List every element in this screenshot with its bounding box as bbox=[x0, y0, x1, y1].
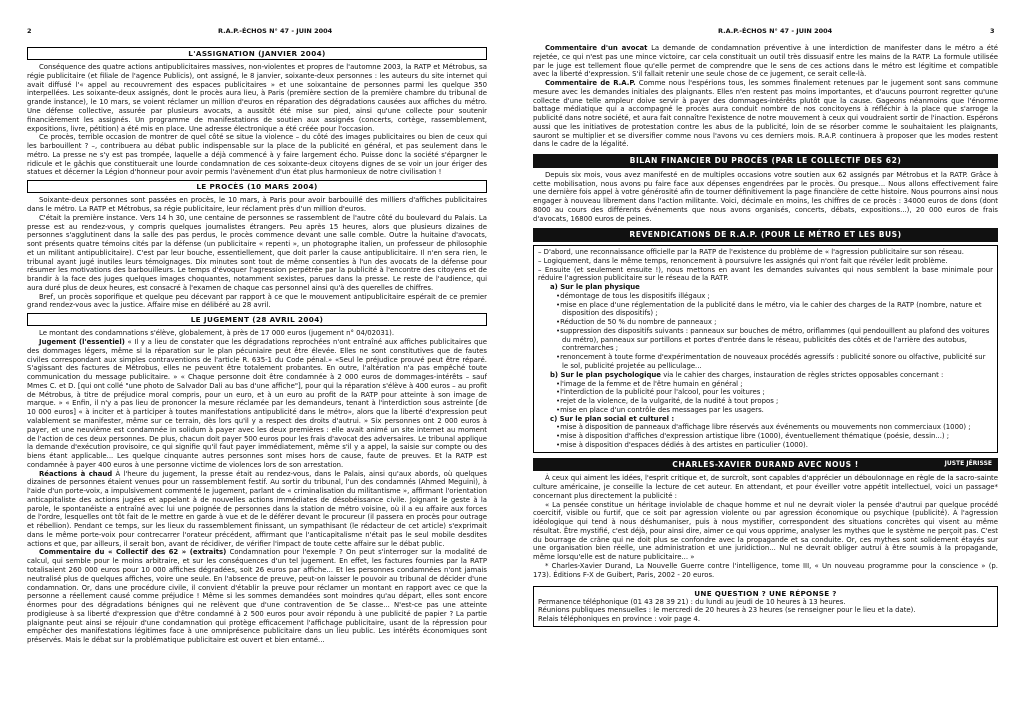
jugement-text: « Il y a lieu de constater que les dégradations reprochées n'ont entraîné aux affiches publicitaires que des dommages légers, même si la réparation sur le plan pécuniaire peut être élevée. Elles ne sont constitutives que de fautes civiles correspondant aux simples contraventions de l'article R. 635-1 du Code pénal.» «Seul le préjudice prouvé peut être réparé. S'agissant des factures de Métrobus, elles ne peuvent être totalement probantes. En outre, l'altération n'a pas empêché toute communication du message publicitaire. » « Chaque personne doit être condamnée à 2 000 euros de dommages-intérêts – sauf Mmes C. et D. [qui ont collé "une photo de Salvador Dali au bas d'une affiche"], pour qui la réparation s'élève à 400 euros – au profit de Métrobus, à titre de préjudice moral compris, pour un euro, et à un euro au profit de la RATP pour atteinte à son image de marque. » « Enfin, il n'y a pas lieu de prononcer la mesure réclamée par les demandeurs, tenant à l'interdiction sous astreinte [de 10 000 euros] « à inciter et à participer à toutes manifestations antipublicité dans le métro», alors que la liberté d'expression peut valablement se manifester, même sur ce terrain, dès lors qu'il y a respect des droits d'autrui. » Six personnes ont 2 000 euros à payer, et une neuvième est condamnée in solidum à payer avec les deux premières : elle avait animé un site internet au moment de l'action de ces deux personnes. De plus, chacun doit payer 500 euros pour les frais d'avocat des adversaires. Le tribunal applique la demande d'exécution provisoire, ce qui signifie qu'il faut payer immédiatement, même s'il y a appel, la saisie sur compte ou des biens étant applicable... Les quelque cinquante autres personnes sont mises hors de cause, faute de preuves. Et la RATP est condamnée à payer 400 euros à une personne victime de violences lors de son arrestation. bbox=[27, 338, 487, 469]
revendications-box bbox=[533, 245, 998, 453]
collectif-lead: Commentaire du « Collectif des 62 » (extraits) bbox=[39, 548, 227, 557]
revendications-title: REVENDICATIONS DE R.A.P. (POUR LE MÉTRO ET LES BUS) bbox=[533, 228, 998, 242]
jugement-title: LE JUGEMENT (28 AVRIL 2004) bbox=[27, 313, 487, 326]
jugement-paragraph-1: Le montant des condamnations s'élève, globalement, à près de 17 000 euros (jugement n° 04/02031). bbox=[39, 329, 395, 338]
reactions-text: À l'heure du jugement, la presse était au rendez-vous, dans le Palais, ainsi qu'aux abords, où quelques dizaines de personnes étaient venues pour un rassemblement festif. Au sortir du tribunal, l'un des condamnés (Ahmed Meguini), à l'aide d'un porte-voix, a impulsivement commenté le jugement, parlant de « criminalisation du militantisme », affirmant l'orientation anticapitaliste des actions jugées et appelant à de nouvelles actions immédiates de désobéissance civile. Joignant le geste à la parole, le spontanéiste a entraîné avec lui une poignée de personnes dans la station de métro voisine, où il a eu affaire aux forces de l'ordre, lesquelles ont tôt fait de le mettre en garde à vue et de le déférer devant le procureur (il passera en procès pour outrage et rébellion). Pendant ce temps, sur les lieux du rassemblement finissant, un sympathisant (le rédacteur de cet article) s'exprimait dans le même porte-voix pour contrecarrer l'orateur précédent, affirmant que l'anticapitalisme n'était pas le seul mobile desdites actions et que, par ailleurs, il serait bon, avant de récidiver, de vérifier l'impact de toute cette affaire sur le débat public. bbox=[27, 469, 487, 548]
revendication-2: – Logiquement, dans le même temps, renoncement à poursuivre les assignés qui n'ont fait que révéler ledit problème. bbox=[538, 256, 948, 265]
rap-paragraph bbox=[533, 79, 998, 149]
list-item: •Réduction de 50 % du nombre de panneaux ; bbox=[556, 318, 717, 327]
physique-list bbox=[538, 292, 993, 371]
assignation-title: L'ASSIGNATION (JANVIER 2004) bbox=[27, 47, 487, 60]
proces-paragraph-3: Bref, un procès soporifique et quelque peu décevant par rapport à ce que le mouvement antipublicitaire espérait de ce premier grand rendez-vous avec la justice. Affaire mise en délibéré au 28 avril. bbox=[27, 292, 487, 310]
bilan-title: BILAN FINANCIER DU PROCÈS (PAR LE COLLECTIF DES 62) bbox=[533, 154, 998, 168]
assignation-paragraph-2: Ce procès, terrible occasion de montrer de quel côté se situe la violence – du côté des images publicitaires ou bien de ceux qui les barbouillent ? –, contribuera au débat public indispensable sur la place de la publicité en général, et pas seulement dans le métro. La presse ne s'y est pas trompée, laquelle a déjà commencé à y faire largement écho. Puisse donc la société s'épargner le ridicule et le gâchis que constituerait une lourde condamnation de ces soixante-deux citoyens dignes de se voir un jour ériger des statues et décerner la Légion d'honneur pour avoir permis l'avènement d'un état plus harmonieux de notre civilisation ! bbox=[27, 133, 487, 177]
avocat-paragraph bbox=[533, 44, 998, 79]
rap-text: Comme nous l'espérions tous, les sommes finalement retenues par le jugement sont sans commune mesure avec les demandes initiales des plaignants. Elles n'en restent pas moins importantes, et d'aucuns pourront regretter qu'une collecte d'une telle ampleur doive servir à payer des dommages-intérêts plutôt que la cause. Gageons néanmoins que l'énorme battage médiatique qui a accompagné le procès aura conduit nombre de nos concitoyens à réfléchir à la place que s'arroge la publicité dans notre société, et aura fait connaître l'existence de notre mouvement à ceux qui voudraient sortir de l'inaction. Espérons aussi que les initiatives de protestation contre les abus de la publicité, loin de se résorber comme le souhaitaient les plaignants, sauront se multiplier et se diversifier comme nous l'avons vu ces derniers mois. R.A.P. continuera à proposer que les modes restent dans le cadre de la légalité. bbox=[533, 79, 998, 149]
avocat-lead: Commentaire d'un avocat bbox=[545, 44, 648, 52]
list-item: •suppression des dispositifs suivants : panneaux sur bouches de métro, oriflammes (qui pendouillent au plafond des voitures du métro), panneaux sur portillons et portes d'entrée dans le réseau, publicités des côtés et de l'arrière des autobus, contremarches ; bbox=[556, 326, 990, 353]
psychologique-line bbox=[538, 371, 993, 380]
revendication-3: – Ensuite (et seulement ensuite !), nous mettons en avant les demandes suivantes qui nous semblent la base minimale pour réduire l'agression publicitaire sur le réseau de la RATP. bbox=[538, 265, 993, 283]
list-item: •mise à disposition de panneaux d'affichage libre réservés aux événements ou mouvements non commerciaux (1000) ; bbox=[556, 423, 971, 432]
list-item: •mise en place d'une réglementation de la publicité dans le métro, via le cahier des charges de la RATP (nombre, nature et disposition des dispositifs) ; bbox=[556, 300, 982, 318]
question-line-2: Réunions publiques mensuelles : le mercredi de 20 heures à 23 heures (se renseigner pour le lieu et la date). bbox=[538, 606, 916, 615]
bilan-text: Depuis six mois, vous avez manifesté en de multiples occasions votre soutien aux 62 assignés par Métrobus et la RATP. Grâce à cette mobilisation, nous avons pu faire face aux dépenses engendrées par le procès. Ou presque... Nous allons effectivement faire une dernière fois appel à votre générosité afin de tourner définitivement la page financière de cette histoire. Nous pourrons ainsi nous engager à nouveau librement dans l'action militante. Voici, décimale en moins, les chiffres de ce procès : 34000 euros de dons (dont 8000 au cours des différents événements que nous avons organisés, concerts, débats, expositions...), 20 000 euros de frais d'avocats, 16800 euros de peines. bbox=[533, 170, 998, 223]
running-title-right: R.A.P.-ÉCHOS N° 47 - JUIN 2004 bbox=[718, 27, 833, 35]
psychologique-heading: b) Sur le plan psychologique bbox=[550, 370, 661, 379]
social-heading: c) Sur le plan social et culturel : bbox=[550, 414, 675, 423]
page-number-left: 2 bbox=[27, 27, 32, 35]
assignation-section bbox=[27, 47, 487, 177]
durand-author: JUSTE JÉRISSE bbox=[944, 459, 992, 467]
jugement-section bbox=[27, 313, 487, 645]
question-box bbox=[533, 586, 998, 627]
question-line-3: Relais téléphoniques en province : voir page 4. bbox=[538, 615, 701, 624]
psychologique-list bbox=[538, 380, 993, 415]
reactions-lead: Réactions à chaud bbox=[39, 469, 113, 478]
jugement-paragraph-2 bbox=[27, 338, 487, 469]
list-item: •rejet de la violence, de la vulgarité, de la nudité à tout propos ; bbox=[556, 397, 779, 406]
psychologique-intro: via le cahier des charges, instauration de règles strictes opposables concernant : bbox=[663, 370, 944, 379]
physique-heading: a) Sur le plan physique bbox=[550, 283, 640, 292]
avocat-text: La demande de condamnation préventive à une interdiction de manifester dans le métro a été rejetée, ce qui n'est pas une mince victoire, car cela constituait un outil très dissuasif entre les mains de la RATP. La formule utilisée par le juge est tellement floue qu'elle permet de comprendre que le sens de ces actions dans le métro est légitime et compatible avec la liberté d'expression. S'il fallait retenir une seule chose de ce jugement, ce serait celle-là. bbox=[533, 44, 998, 79]
revendication-1: – D'abord, une reconnaissance officielle par la RATP de l'existence du problème de « l'agression publicitaire sur son réseau. bbox=[538, 248, 964, 257]
rap-lead: Commentaire de R.A.P. bbox=[545, 79, 636, 88]
durand-title-bar bbox=[533, 458, 998, 472]
durand-paragraph-1: À ceux qui aiment les idées, l'esprit critique et, de surcroît, sont capables d'apprécier un déboulonnage en règle de la sacro-sainte culture américaine, je conseille la lecture de cet auteur. En attendant, et pour éveiller votre appétit intellectuel, voici un passage* concernant plus directement la publicité : bbox=[533, 474, 998, 500]
question-line-1: Permanence téléphonique (01 43 28 39 21) : du lundi au jeudi de 10 heures à 13 heures. bbox=[538, 597, 846, 606]
reactions-paragraph bbox=[27, 470, 487, 549]
right-column bbox=[533, 44, 998, 720]
durand-title: CHARLES-XAVIER DURAND AVEC NOUS ! bbox=[672, 459, 859, 469]
collectif-paragraph bbox=[27, 548, 487, 644]
left-column bbox=[27, 44, 487, 720]
social-list bbox=[538, 423, 993, 449]
assignation-paragraph-1: Conséquence des quatre actions antipublicitaires massives, non-violentes et propres de l'automne 2003, la RATP et Métrobus, sa régie publicitaire (et filiale de l'agence Publicis), ont assigné, le 8 janvier, soixante-deux personnes : les auteurs du site internet qui avait diffusé l'« appel au recouvrement des espaces publicitaires » et une soixantaine de personnes parmi les quelque 350 interpellées. Les soixante-deux assignés, dont le procès aura lieu, à Paris (première section de la première chambre du tribunal de grande instance), le 10 mars, se voient réclamer un million d'euros en réparation des dégradations causées aux affiches du métro. Une défense collective, assurée par plusieurs avocats, a aussitôt été mise sur pied, ainsi qu'une collecte pour soutenir financièrement les assignés. Un programme de manifestations de soutien aux assignés (concerts, cortège, rassemblement, expositions, livre, pétition) a été mis en place. Une adresse électronique a été créée pour l'occasion. bbox=[27, 63, 487, 133]
proces-section bbox=[27, 180, 487, 310]
durand-footnote: * Charles-Xavier Durand, La Nouvelle Guerre contre l'intelligence, tome III, « Un nouveau programme pour la conscience » (p. 173). Éditions F-X de Guibert, Paris, 2002 - 20 euros. bbox=[533, 561, 998, 579]
proces-paragraph-2: C'était la première instance. Vers 14 h 30, une centaine de personnes se rassemblent de l'autre côté du boulevard du Palais. La presse est au rendez-vous, y compris quelques journalistes étrangers. Peu après 15 heures, alors que plusieurs dizaines de personnes s'agglutinent dans la salle des pas perdus, le procès commence devant une salle comble. Outre la huitaine d'avocats, sont présents quatre témoins cités par la défense (un publicitaire « repenti », un photographe italien, un professeur de philosophie et un militant antipublicitaire). C'est par leur bouche, essentiellement, que doit parler la cause antipublicitaire. Il n'en sera rien, le tribunal ayant jugé inutiles leurs témoignages. Dix minutes sont tout de même consenties à l'un des avocats de la défense pour résumer les motivations des barbouilleurs. Le temps d'évoquer l'agression perpétrée par la publicité à l'encontre des citoyens et de brandir à la face des juges quelques images choquantes, notamment sexistes, parues dans la presse. Le reste de l'audience, qui aura duré plus de deux heures, est consacré à l'examen de chaque cas personnel ainsi qu'à des querelles de chiffres. bbox=[27, 213, 487, 292]
page-number-right: 3 bbox=[990, 27, 995, 35]
list-item: •démontage de tous les dispositifs illégaux ; bbox=[556, 291, 710, 300]
list-item: •mise à disposition d'affiches d'expression artistique libre (1000), éventuellement thématique (poésie, dessin...) ; bbox=[556, 432, 950, 441]
collectif-text: Condamnation pour l'exemple ? On peut s'interroger sur la modalité de calcul, qui semble pour le moins arbitraire, et sur les conséquences d'un tel jugement. En effet, les factures fournies par la RATP totalisaient 260 000 euros pour 10 000 affiches dégradées, soit 26 euros par affiche... Et les personnes condamnées n'ont jamais neutralisé plus de quelques affiches, voire une seule. En l'absence de preuve, peut-on laisser le pouvoir au tribunal de décider d'une condamnation. Or, dans une procédure civile, il convient d'établir la preuve pour réclamer un montant en rapport avec ce que la personne a réellement causé comme préjudice ! Même si les sommes demandées sont moindres qu'au départ, elles sont encore énormes pour des dégradations bénignes qui ne relèvent que d'une contravention de 5e classe... N'est-ce pas une atteinte prodigieuse à sa liberté d'expression que d'être condamné à 2 500 euros pour avoir répondu à une publicité de papier ? La partie plaignante peut ainsi se réjouir d'une condamnation qui protège efficacement l'affichage publicitaire, usant de la répression pour empêcher des manifestations légitimes face à une omniprésence publicitaire dans un lieu public. Les intérêts économiques sont préservés. Mais le débat sur la problématique publicitaire est ouvert et bien entamé... bbox=[27, 548, 487, 645]
list-item: •renoncement à toute forme d'expérimentation de nouveaux procédés agressifs : publicité sonore ou olfactive, publicité sur le sol, publicité projetée au pelliculage... bbox=[556, 353, 986, 371]
proces-paragraph-1: Soixante-deux personnes sont passées en procès, le 10 mars, à Paris pour avoir barbouillé des milliers d'affiches publicitaires dans le métro. La RATP et Métrobus, sa régie publicitaire, leur réclament près d'un million d'euros. bbox=[27, 196, 487, 213]
jugement-lead: Jugement (l'essentiel) bbox=[39, 338, 125, 347]
proces-title: LE PROCÈS (10 MARS 2004) bbox=[27, 180, 487, 193]
list-item: •mise en place d'un contrôle des messages par les usagers. bbox=[556, 405, 764, 414]
list-item: •mise à disposition d'espaces dédiés à des artistes en particulier (1000). bbox=[556, 440, 808, 449]
durand-quote: « La pensée constitue un héritage inviolable de chaque homme et nul ne devrait violer la pensée d'autrui par quelque procédé coercitif, visible ou furtif, que ce soit par agression violente ou par agression économique ou psychique (publicité). À l'agression idéologique qui tend à nous déshumaniser, puis à nous mystifier, correspondent des situations concrètes qui visent au même résultat. Être mystifié, c'est déjà, pour ainsi dire, aimer ce qui vous opprime, analyser les mythes que le système ne perçoit pas. C'est du bourrage de crâne qui ne doit plus se confondre avec la propagande et sa conduite. Or, ces mythes sont solidement étayés sur une organisation bien réelle, une administration et une juridiction... Nul ne devrait obliger autrui à être soumis à la propagande, même lorsqu'elle est de nature publicitaire... » bbox=[533, 500, 998, 562]
running-title-left: R.A.P.-ÉCHOS N° 47 - JUIN 2004 bbox=[218, 27, 333, 35]
list-item: •l'image de la femme et de l'être humain en général ; bbox=[556, 379, 743, 388]
question-title: UNE QUESTION ? UNE RÉPONSE ? bbox=[694, 588, 837, 598]
list-item: •l'interdiction de la publicité pour l'alcool, pour les voitures ; bbox=[556, 388, 765, 397]
